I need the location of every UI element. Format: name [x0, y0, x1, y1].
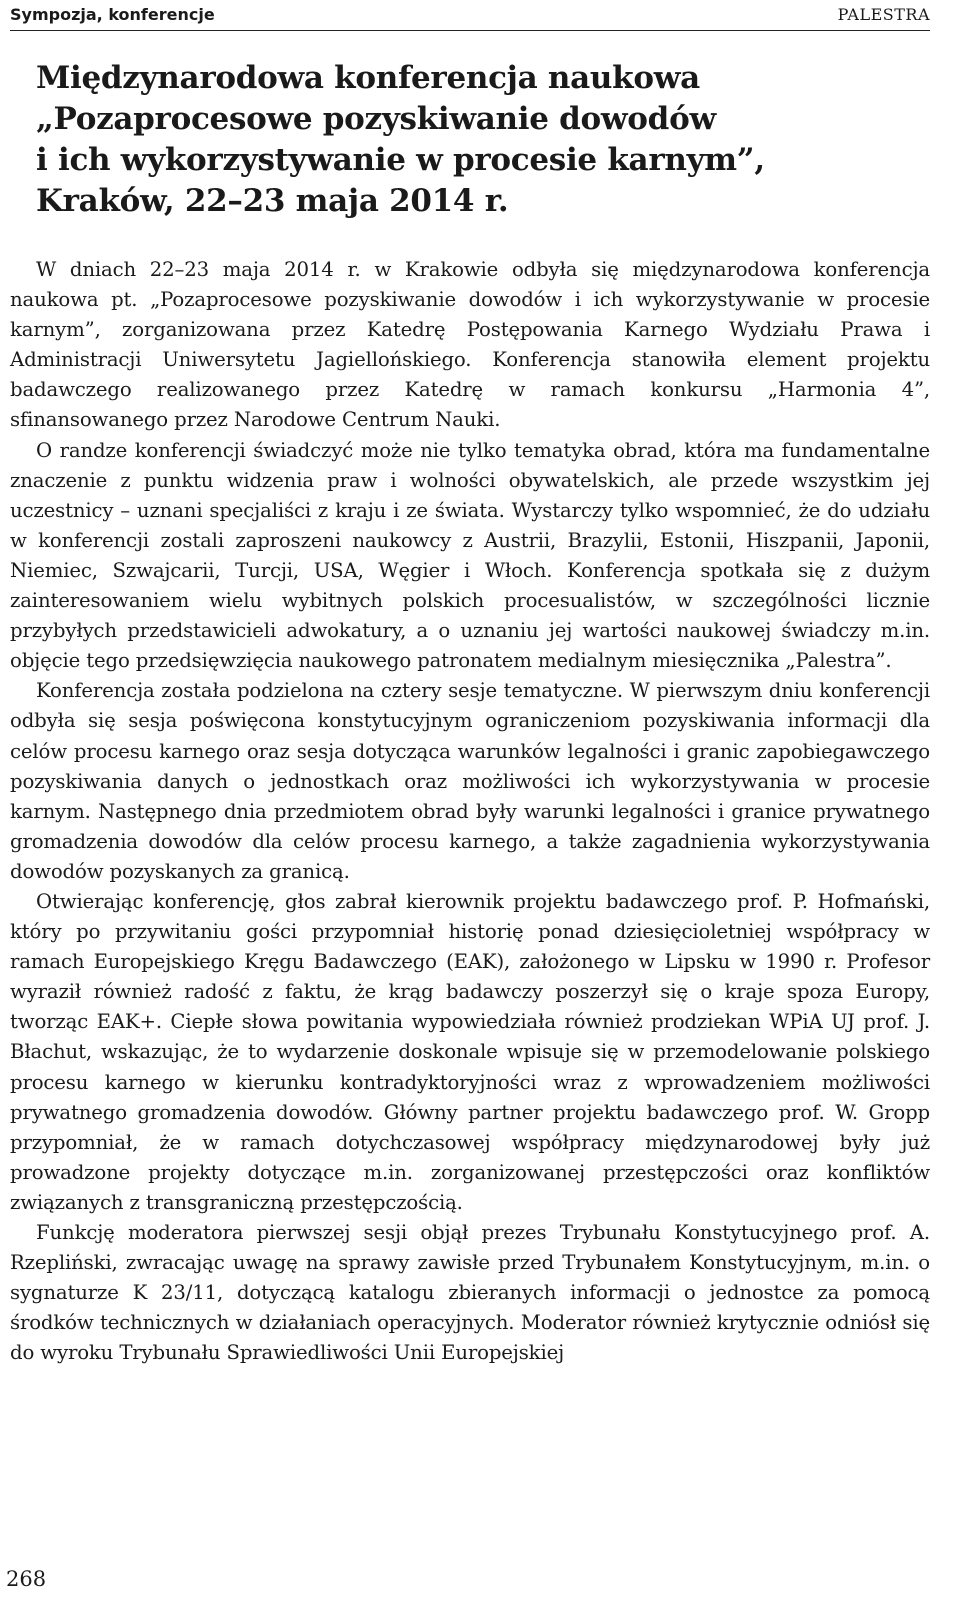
section-name: Sympozja, konferencje	[10, 5, 215, 24]
paragraph: Konferencja została podzielona na cztery sesje tematyczne. W pierwszym dniu konferencji odbyła się sesja poświęcona konstytucyjnym ograniczeniom pozyskiwania informacji dla celów procesu karnego oraz sesja dotycząca warunków legalności i granic zapobiegawczego pozyskiwania danych o jednostkach oraz możliwości ich wykorzystywania w procesie karnym. Następnego dnia przedmiotem obrad były warunki legalności i granice prywatnego gromadzenia dowodów dla celów procesu karnego, a także zagadnienia wykorzystywania dowodów pozyskanych za granicą.	[10, 679, 930, 883]
running-head	[10, 2, 930, 31]
paragraph: Funkcję moderatora pierwszej sesji objął prezes Trybunału Konstytucyjnego prof. A. Rzepliński, zwracając uwagę na sprawy zawisłe przed Trybunałem Konstytucyjnym, m.in. o sygnaturze K 23/11, dotyczącą katalogu zbieranych informacji o jednostce za pomocą środków technicznych w działaniach operacyjnych. Moderator również krytycznie odniósł się do wyroku Trybunału Sprawiedliwości Unii Europejskiej	[10, 1221, 930, 1365]
title-line: Międzynarodowa konferencja naukowa	[36, 60, 700, 96]
title-line: „Pozaprocesowe pozyskiwanie dowodów	[36, 101, 716, 137]
article-title	[36, 58, 930, 222]
journal-name: PALESTRA	[837, 5, 930, 24]
title-line: Kraków, 22–23 maja 2014 r.	[36, 183, 509, 219]
page-number: 268	[6, 1567, 47, 1591]
article-body	[10, 255, 930, 1368]
journal-page	[6, 0, 930, 1619]
paragraph: W dniach 22–23 maja 2014 r. w Krakowie odbyła się międzynarodowa konferencja naukowa pt. „Pozaprocesowe pozyskiwanie dowodów i ich wykorzystywanie w procesie karnym”, zorganizowana przez Katedrę Postępowania Karnego Wydziału Prawa i Administracji Uniwersytetu Jagiellońskiego. Konferencja stanowiła element projektu badawczego realizowanego przez Katedrę w ramach konkursu „Harmonia 4”, sfinansowanego przez Narodowe Centrum Nauki.	[10, 258, 930, 432]
paragraph: O randze konferencji świadczyć może nie tylko tematyka obrad, która ma fundamentalne znaczenie z punktu widzenia praw i wolności obywatelskich, ale przede wszystkim jej uczestnicy – uznani specjaliści z kraju i ze świata. Wystarczy tylko wspomnieć, że do udziału w konferencji zostali zaproszeni naukowcy z Austrii, Brazylii, Estonii, Hiszpanii, Japonii, Niemiec, Szwajcarii, Turcji, USA, Węgier i Włoch. Konferencja spotkała się z dużym zainteresowaniem wielu wybitnych polskich procesualistów, w szczególności licznie przybyłych przedstawicieli adwokatury, a o uznaniu jej wartości naukowej świadczy m.in. objęcie tego przedsięwzięcia naukowego patronatem medialnym miesięcznika „Palestra”.	[10, 438, 930, 673]
paragraph: Otwierając konferencję, głos zabrał kierownik projektu badawczego prof. P. Hofmański, który po przywitaniu gości przypomniał historię ponad dziesięcioletniej współpracy w ramach Europejskiego Kręgu Badawczego (EAK), założonego w Lipsku w 1990 r. Profesor wyraził również radość z faktu, że krąg badawczy poszerzył się o kraje spoza Europy, tworząc EAK+. Ciepłe słowa powitania wypowiedziała również prodziekan WPiA UJ prof. J. Błachut, wskazując, że to wydarzenie doskonale wpisuje się w przemodelowanie polskiego procesu karnego w kierunku kontradyktoryjności wraz z wprowadzeniem możliwości prywatnego gromadzenia dowodów. Główny partner projektu badawczego prof. W. Gropp przypomniał, że w ramach dotychczasowej współpracy międzynarodowej były już prowadzone projekty dotyczące m.in. zorganizowanej przestępczości oraz konfliktów związanych z transgraniczną przestępczością.	[10, 889, 930, 1214]
title-line: i ich wykorzystywanie w procesie karnym”,	[36, 142, 765, 178]
